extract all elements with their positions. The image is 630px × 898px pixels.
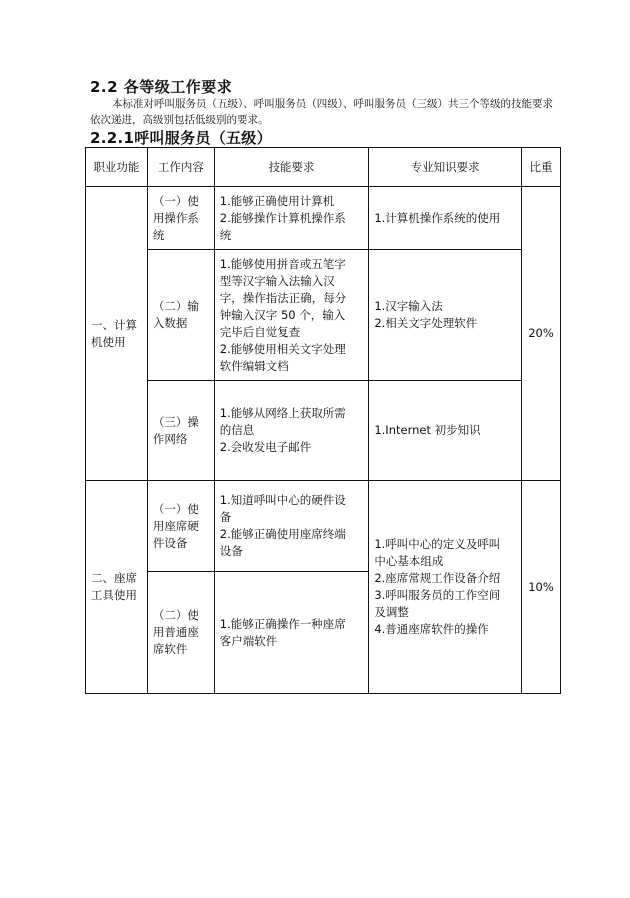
function-cell: 一、计算 机使用 — [86, 187, 148, 481]
content-cell: （一）使 用操作系 统 — [147, 187, 214, 250]
table-row — [86, 187, 561, 250]
header-weight: 比重 — [521, 148, 560, 187]
header-knowledge: 专业知识要求 — [369, 148, 522, 187]
knowledge-cell: 1.Internet 初步知识 — [369, 381, 522, 481]
header-content: 工作内容 — [147, 148, 214, 187]
skills-cell: 1.知道呼叫中心的硬件设 备 2.能够正确使用座席终端 设备 — [214, 481, 369, 572]
section-intro: 本标准对呼叫服务员（五级）、呼叫服务员（四级）、呼叫服务员（三级）共三个等级的技能要求依次递进，高级别包括低级别的要求。 — [90, 98, 553, 126]
skills-cell: 1.能够正确使用计算机 2.能够操作计算机操作系 统 — [214, 187, 369, 250]
skills-cell: 1.能够使用拼音或五笔字 型等汉字输入法输入汉 字，操作指法正确，每分 钟输入汉字 50 个，输入 完毕后自觉复查 2.能够使用相关文字处理 软件编辑文档 — [214, 250, 369, 381]
skills-cell: 1.能够正确操作一种座席 客户端软件 — [214, 572, 369, 694]
requirements-table — [85, 147, 561, 694]
section-heading: 2.2 各等级工作要求 — [90, 78, 233, 96]
table-row — [86, 250, 561, 381]
content-cell: （一）使 用座席硬 件设备 — [147, 481, 214, 572]
knowledge-cell: 1.呼叫中心的定义及呼叫 中心基本组成 2.座席常规工作设备介绍 3.呼叫服务员的工作空间 及调整 4.普通座席软件的操作 — [369, 481, 522, 694]
knowledge-cell: 1.计算机操作系统的使用 — [369, 187, 522, 250]
function-cell: 二、座席 工具使用 — [86, 481, 148, 694]
weight-cell: 20% — [521, 187, 560, 481]
knowledge-cell: 1.汉字输入法 2.相关文字处理软件 — [369, 250, 522, 381]
weight-cell: 10% — [521, 481, 560, 694]
table-header-row — [86, 148, 561, 187]
content-cell: （二）输 入数据 — [147, 250, 214, 381]
header-skills: 技能要求 — [214, 148, 369, 187]
table-row — [86, 381, 561, 481]
subsection-heading: 2.2.1呼叫服务员（五级） — [90, 129, 272, 147]
table-row — [86, 481, 561, 572]
header-function: 职业功能 — [86, 148, 148, 187]
content-cell: （三）操 作网络 — [147, 381, 214, 481]
content-cell: （二）使 用普通座 席软件 — [147, 572, 214, 694]
skills-cell: 1.能够从网络上获取所需 的信息 2.会收发电子邮件 — [214, 381, 369, 481]
